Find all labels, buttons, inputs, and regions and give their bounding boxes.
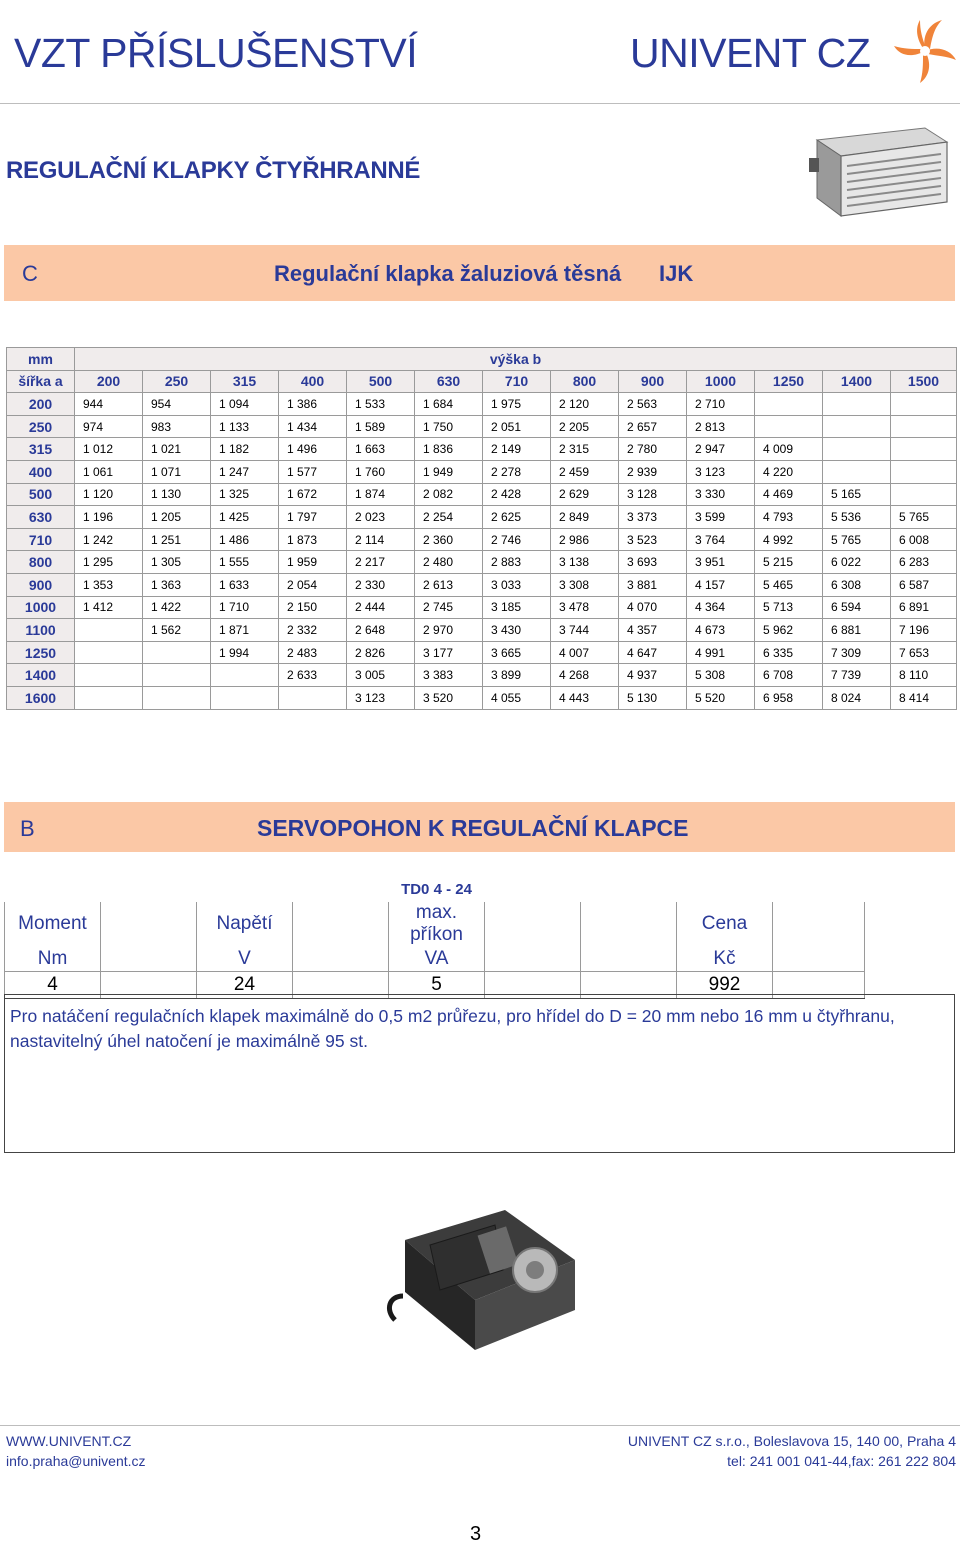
price-cell: 2 710 [687, 393, 755, 416]
price-cell: 6 891 [891, 596, 957, 619]
table-row [7, 506, 957, 529]
price-cell: 2 849 [551, 506, 619, 529]
price-cell: 3 693 [619, 551, 687, 574]
width-row-header: 200 [7, 393, 75, 416]
price-cell: 3 185 [483, 596, 551, 619]
price-cell: 3 033 [483, 573, 551, 596]
width-row-header: 500 [7, 483, 75, 506]
height-col-header: 630 [415, 370, 483, 393]
price-cell: 2 657 [619, 415, 687, 438]
page-number: 3 [470, 1523, 482, 1545]
price-cell: 3 330 [687, 483, 755, 506]
price-cell: 1 434 [279, 415, 347, 438]
price-cell: 4 647 [619, 641, 687, 664]
price-cell: 5 465 [755, 573, 823, 596]
price-cell [823, 438, 891, 461]
price-cell: 1 251 [143, 528, 211, 551]
price-cell: 1 061 [75, 460, 143, 483]
damper-photo [795, 110, 955, 230]
price-cell: 1 182 [211, 438, 279, 461]
price-cell: 8 414 [891, 686, 957, 709]
price-cell [891, 460, 957, 483]
height-col-header: 1500 [891, 370, 957, 393]
width-row-header: 800 [7, 551, 75, 574]
band-letter: B [20, 816, 35, 841]
height-col-header: 500 [347, 370, 415, 393]
actuator-title: SERVOPOHON K REGULAČNÍ KLAPCE [257, 815, 689, 841]
col-price-unit: Kč [677, 946, 773, 972]
section-title: REGULAČNÍ KLAPKY ČTYŘHRANNÉ [6, 157, 421, 184]
price-cell: 2 114 [347, 528, 415, 551]
price-cell: 1 873 [279, 528, 347, 551]
price-cell: 4 357 [619, 619, 687, 642]
price-cell: 4 937 [619, 664, 687, 687]
price-cell: 1 949 [415, 460, 483, 483]
height-col-header: 250 [143, 370, 211, 393]
width-row-header: 1400 [7, 664, 75, 687]
price-cell: 1 363 [143, 573, 211, 596]
price-cell: 4 070 [619, 596, 687, 619]
table-header-row-1 [7, 348, 957, 371]
price-cell: 5 308 [687, 664, 755, 687]
price-cell: 4 007 [551, 641, 619, 664]
price-cell: 6 008 [891, 528, 957, 551]
header-divider [0, 103, 960, 104]
price-cell: 2 480 [415, 551, 483, 574]
price-cell [143, 641, 211, 664]
price-cell: 2 217 [347, 551, 415, 574]
width-row-header: 1250 [7, 641, 75, 664]
width-row-header: 900 [7, 573, 75, 596]
price-cell [891, 415, 957, 438]
price-cell: 2 970 [415, 619, 483, 642]
price-cell: 2 315 [551, 438, 619, 461]
price-cell: 1 874 [347, 483, 415, 506]
price-cell: 4 992 [755, 528, 823, 551]
price-cell: 6 308 [823, 573, 891, 596]
footer-phone: tel: 241 001 041-44,fax: 261 222 804 [727, 1453, 956, 1469]
price-cell: 6 022 [823, 551, 891, 574]
price-cell [823, 415, 891, 438]
width-row-header: 630 [7, 506, 75, 529]
actuator-model: TD0 4 - 24 [401, 881, 472, 898]
price-cell [211, 686, 279, 709]
price-cell [143, 686, 211, 709]
actuator-table [4, 877, 865, 999]
price-cell [755, 415, 823, 438]
height-label: výška b [75, 348, 957, 371]
price-cell: 3 373 [619, 506, 687, 529]
col-moment-unit: Nm [5, 946, 101, 972]
table-row [7, 438, 957, 461]
price-cell: 2 023 [347, 506, 415, 529]
price-cell: 2 746 [483, 528, 551, 551]
price-cell [823, 460, 891, 483]
price-cell: 7 739 [823, 664, 891, 687]
price-cell: 1 633 [211, 573, 279, 596]
price-cell: 3 520 [415, 686, 483, 709]
price-cell: 4 364 [687, 596, 755, 619]
price-cell: 1 760 [347, 460, 415, 483]
price-cell: 5 962 [755, 619, 823, 642]
price-cell: 2 613 [415, 573, 483, 596]
price-cell: 1 750 [415, 415, 483, 438]
price-cell: 4 793 [755, 506, 823, 529]
price-cell: 2 939 [619, 460, 687, 483]
price-cell: 1 071 [143, 460, 211, 483]
price-cell [75, 686, 143, 709]
corner-unit: mm [7, 348, 75, 371]
price-cell: 3 128 [619, 483, 687, 506]
price-cell: 6 335 [755, 641, 823, 664]
servo-actuator-photo [385, 1200, 585, 1360]
price-cell: 1 555 [211, 551, 279, 574]
price-cell: 1 295 [75, 551, 143, 574]
price-cell [75, 641, 143, 664]
price-cell: 1 589 [347, 415, 415, 438]
price-cell: 2 813 [687, 415, 755, 438]
price-cell: 1 871 [211, 619, 279, 642]
univent-swirl-logo-icon [892, 16, 958, 86]
price-cell: 3 899 [483, 664, 551, 687]
price-cell: 3 177 [415, 641, 483, 664]
footer-divider [0, 1425, 960, 1426]
price-cell: 1 959 [279, 551, 347, 574]
price-cell: 2 780 [619, 438, 687, 461]
price-cell: 5 765 [823, 528, 891, 551]
col-voltage-unit: V [197, 946, 293, 972]
price-cell: 3 951 [687, 551, 755, 574]
footer-website[interactable]: WWW.UNIVENT.CZ [6, 1433, 132, 1449]
price-cell: 4 673 [687, 619, 755, 642]
price-cell [75, 619, 143, 642]
price-cell: 3 123 [687, 460, 755, 483]
price-cell: 2 150 [279, 596, 347, 619]
price-cell: 6 881 [823, 619, 891, 642]
price-cell: 2 120 [551, 393, 619, 416]
price-cell: 2 648 [347, 619, 415, 642]
price-cell: 2 278 [483, 460, 551, 483]
price-cell: 1 663 [347, 438, 415, 461]
col-voltage: Napětí [197, 902, 293, 946]
table-row [7, 415, 957, 438]
price-cell: 5 765 [891, 506, 957, 529]
note-box [4, 994, 955, 1153]
price-rows [7, 393, 957, 709]
price-cell: 3 308 [551, 573, 619, 596]
price-cell: 4 991 [687, 641, 755, 664]
width-row-header: 1000 [7, 596, 75, 619]
price-cell: 7 196 [891, 619, 957, 642]
width-row-header: 250 [7, 415, 75, 438]
price-cell: 1 672 [279, 483, 347, 506]
price-cell: 1 533 [347, 393, 415, 416]
price-cell: 6 594 [823, 596, 891, 619]
price-cell: 1 386 [279, 393, 347, 416]
table-row [7, 393, 957, 416]
price-cell: 2 883 [483, 551, 551, 574]
price-cell: 1 836 [415, 438, 483, 461]
price-cell: 954 [143, 393, 211, 416]
price-cell: 3 383 [415, 664, 483, 687]
price-cell: 3 123 [347, 686, 415, 709]
price-cell: 3 881 [619, 573, 687, 596]
col-power: max. příkon [389, 902, 485, 946]
price-cell: 6 587 [891, 573, 957, 596]
price-cell: 2 360 [415, 528, 483, 551]
price-cell: 5 520 [687, 686, 755, 709]
price-cell: 2 444 [347, 596, 415, 619]
price-cell: 2 826 [347, 641, 415, 664]
price-cell [891, 483, 957, 506]
price-cell: 1 242 [75, 528, 143, 551]
moment-value: 4 [5, 972, 101, 999]
price-cell: 4 009 [755, 438, 823, 461]
table-row [7, 551, 957, 574]
price-cell [823, 393, 891, 416]
price-cell [211, 664, 279, 687]
price-cell: 5 215 [755, 551, 823, 574]
price-cell: 1 130 [143, 483, 211, 506]
price-cell: 2 254 [415, 506, 483, 529]
price-cell: 5 130 [619, 686, 687, 709]
price-cell: 2 428 [483, 483, 551, 506]
price-cell [891, 393, 957, 416]
price-cell: 3 764 [687, 528, 755, 551]
voltage-value: 24 [197, 972, 293, 999]
damper-type-band [4, 245, 955, 301]
price-cell: 983 [143, 415, 211, 438]
price-cell: 1 496 [279, 438, 347, 461]
price-cell: 1 710 [211, 596, 279, 619]
height-col-header: 200 [75, 370, 143, 393]
price-cell: 1 975 [483, 393, 551, 416]
price-cell: 6 708 [755, 664, 823, 687]
height-col-header: 400 [279, 370, 347, 393]
price-cell: 2 332 [279, 619, 347, 642]
width-row-header: 1600 [7, 686, 75, 709]
table-row [7, 664, 957, 687]
height-col-header: 900 [619, 370, 687, 393]
price-cell: 4 055 [483, 686, 551, 709]
price-cell: 2 082 [415, 483, 483, 506]
price-cell: 1 577 [279, 460, 347, 483]
price-cell: 3 744 [551, 619, 619, 642]
table-row [7, 619, 957, 642]
price-cell: 2 633 [279, 664, 347, 687]
price-cell: 5 713 [755, 596, 823, 619]
price-cell: 2 483 [279, 641, 347, 664]
price-cell [755, 393, 823, 416]
price-cell: 6 958 [755, 686, 823, 709]
damper-type-title: Regulační klapka žaluziová těsná [274, 261, 622, 286]
width-row-header: 1100 [7, 619, 75, 642]
width-row-header: 400 [7, 460, 75, 483]
price-cell: 1 120 [75, 483, 143, 506]
price-cell: 2 054 [279, 573, 347, 596]
price-cell: 1 021 [143, 438, 211, 461]
price-table [6, 347, 957, 710]
price-cell [143, 664, 211, 687]
price-cell: 1 422 [143, 596, 211, 619]
price-cell [75, 664, 143, 687]
price-cell: 3 665 [483, 641, 551, 664]
price-cell: 1 247 [211, 460, 279, 483]
price-cell: 3 005 [347, 664, 415, 687]
price-cell: 1 133 [211, 415, 279, 438]
price-cell: 2 986 [551, 528, 619, 551]
price-cell: 1 425 [211, 506, 279, 529]
price-cell: 1 994 [211, 641, 279, 664]
table-header-row-2 [7, 370, 957, 393]
price-cell: 6 283 [891, 551, 957, 574]
width-label: šířka a [7, 370, 75, 393]
price-cell: 7 653 [891, 641, 957, 664]
price-cell: 974 [75, 415, 143, 438]
col-power-unit: VA [389, 946, 485, 972]
price-cell: 3 478 [551, 596, 619, 619]
height-col-header: 710 [483, 370, 551, 393]
price-cell: 2 051 [483, 415, 551, 438]
band-letter: C [22, 261, 38, 286]
table-row [7, 686, 957, 709]
table-row [7, 460, 957, 483]
price-cell: 2 205 [551, 415, 619, 438]
price-cell: 8 110 [891, 664, 957, 687]
footer-company: UNIVENT CZ s.r.o., Boleslavova 15, 140 00, Praha 4 [627, 1433, 956, 1449]
price-cell: 1 196 [75, 506, 143, 529]
price-cell: 1 305 [143, 551, 211, 574]
col-moment: Moment [5, 902, 101, 946]
price-cell: 2 149 [483, 438, 551, 461]
width-row-header: 710 [7, 528, 75, 551]
price-cell: 5 165 [823, 483, 891, 506]
col-price: Cena [677, 902, 773, 946]
price-cell: 5 536 [823, 506, 891, 529]
price-cell: 944 [75, 393, 143, 416]
price-cell: 2 625 [483, 506, 551, 529]
price-cell: 4 469 [755, 483, 823, 506]
price-cell: 1 353 [75, 573, 143, 596]
price-cell: 3 599 [687, 506, 755, 529]
header-right-title: UNIVENT CZ [630, 30, 871, 76]
price-cell: 8 024 [823, 686, 891, 709]
price-cell: 3 138 [551, 551, 619, 574]
price-cell: 1 094 [211, 393, 279, 416]
price-cell: 2 745 [415, 596, 483, 619]
table-row [7, 573, 957, 596]
price-cell: 4 268 [551, 664, 619, 687]
price-cell: 1 012 [75, 438, 143, 461]
height-col-header: 1250 [755, 370, 823, 393]
price-cell: 4 157 [687, 573, 755, 596]
table-row [7, 483, 957, 506]
price-cell: 1 562 [143, 619, 211, 642]
price-cell: 2 330 [347, 573, 415, 596]
price-cell: 4 443 [551, 686, 619, 709]
damper-type-code: IJK [659, 261, 694, 286]
height-col-header: 1400 [823, 370, 891, 393]
price-cell: 7 309 [823, 641, 891, 664]
note-text: Pro natáčení regulačních klapek maximálně do 0,5 m2 průřezu, pro hřídel do D = 20 mm nebo 16 mm u čtyřhranu, nastavitelný úhel natočení je maximálně 95 st. [10, 1006, 895, 1051]
price-cell [279, 686, 347, 709]
price-cell: 3 430 [483, 619, 551, 642]
table-row [7, 641, 957, 664]
price-cell: 1 684 [415, 393, 483, 416]
header-left-title: VZT PŘÍSLUŠENSTVÍ [14, 30, 418, 76]
price-cell: 1 205 [143, 506, 211, 529]
price-cell: 2 563 [619, 393, 687, 416]
price-cell: 4 220 [755, 460, 823, 483]
price-value: 992 [677, 972, 773, 999]
price-cell: 3 523 [619, 528, 687, 551]
price-cell: 1 412 [75, 596, 143, 619]
height-col-header: 800 [551, 370, 619, 393]
power-value: 5 [389, 972, 485, 999]
price-cell: 1 325 [211, 483, 279, 506]
table-row [7, 596, 957, 619]
price-cell: 2 629 [551, 483, 619, 506]
price-cell: 2 459 [551, 460, 619, 483]
table-row [7, 528, 957, 551]
price-cell: 1 486 [211, 528, 279, 551]
price-cell: 2 947 [687, 438, 755, 461]
height-col-header: 1000 [687, 370, 755, 393]
footer-email[interactable]: info.praha@univent.cz [6, 1453, 146, 1469]
price-cell: 1 797 [279, 506, 347, 529]
price-cell [891, 438, 957, 461]
width-row-header: 315 [7, 438, 75, 461]
actuator-band [4, 802, 955, 852]
height-col-header: 315 [211, 370, 279, 393]
